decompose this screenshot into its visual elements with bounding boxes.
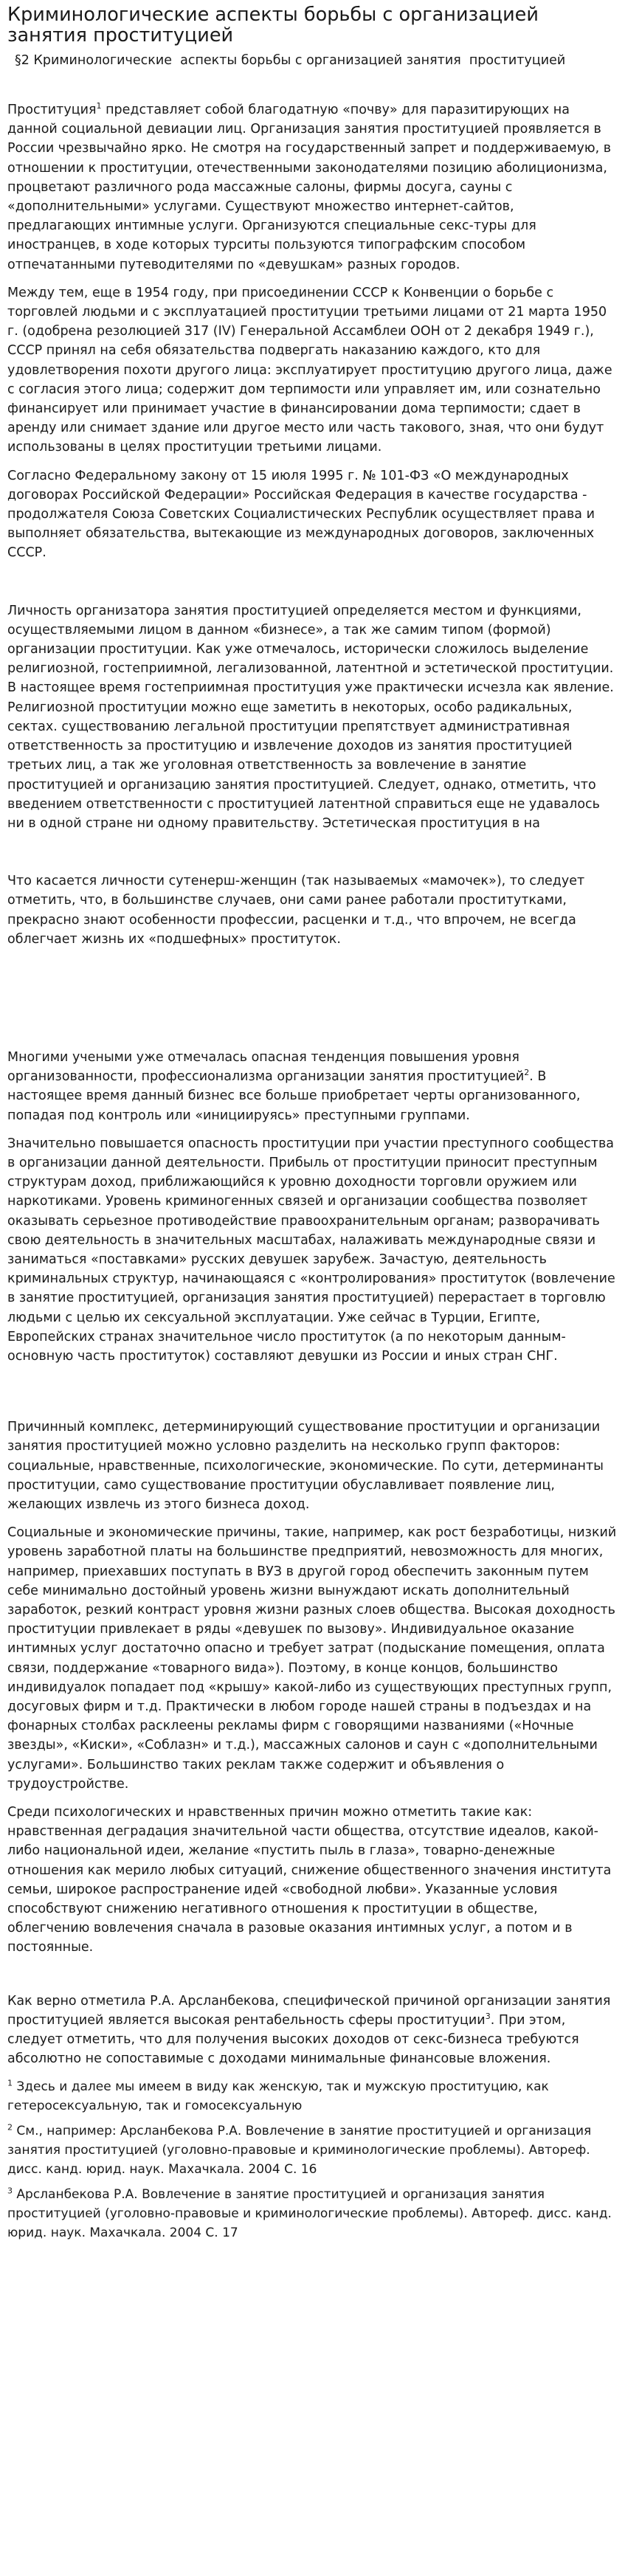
spacer (7, 1375, 618, 1418)
footnote-ref-1[interactable]: 1 (96, 101, 102, 111)
paragraph-8: Причинный комплекс, детерминирующий существование проституции и организации занятия проституцией можно условно разделить на несколько групп факторов: социальные, нравственные, психологические, экономические. По сути, детерминанты проституции, само существование проституции обуславливает появление лиц, желающих извлечь из этого бизнеса доход. (7, 1420, 604, 1512)
footnote-ref-3[interactable]: 3 (485, 2012, 491, 2022)
paragraph-7: Значительно повышается опасность проституции при участии преступного сообщества в организации данной деятельности. Прибыль от проституции приносит преступным структурам доход, приближающийся к уровню доходности торговли оружием или наркотиками. Уровень криминогенных связей и организации сообщества позволяет оказывать серьезное противодействие правоохранительным органам; разворачивать свою деятельность в значительных масштабах, налаживать международные связи и заниматься «поставками» русских девушек зарубеж. Зачастую, деятельность криминальных структур, начинающаяся с «контролирования» проституток (вовлечение в занятие проституцией, организация занятия проституцией) перерастает в торговлю людьми с целью их сексуальной эксплуатации. Уже сейчас в Турции, Египте, Европейских странах значительное число проституток (а по некоторым данным- основную часть проституток) составляют девушки из России и иных стран СНГ. (7, 1136, 615, 1364)
spacer (7, 572, 618, 601)
paragraph-4: Личность организатора занятия проституцией определяется местом и функциями, осуществляемыми лицом в данном «бизнесе», а так же самим типом (формой) организации проституции. Как уже отмечалось, исторически сложилось выделение религиозной, гостеприимной, легализованной, латентной и эстетической проституции. В настоящее время гостеприимная проституция уже практически исчезла как явление. Религиозной проституции можно еще заметить в некоторых, особо радикальных, сектах. существованию легальной проституции препятствует административная ответственность за проституцию и извлечение доходов из занятия проституцией третьих лиц, а так же уголовная ответственность за вовлечение в занятие проституцией и организацию занятия проституцией. Следует, однако, отметить, что введением ответственности с проституцией латентной справиться еще не удавалось ни в одной стране ни одному правительству. Эстетическая проституция в на (7, 603, 614, 831)
footnote-1: $^1$ Здесь и далее мы имеем в виду как женскую, так и мужскую проституцию, как гетеросексуальную, так и гомосексуальную (7, 2078, 549, 2114)
paragraph-5: Что касается личности сутенерш-женщин (так называемых «мамочек»), то следует отметить, что, в большинстве случаев, они сами ранее работали проститутками, прекрасно знают особенности профессии, расценки и т.д., что впрочем, не всегда облегчает жизнь их «подшефных» проституток. (7, 874, 585, 947)
paragraph-2: Между тем, еще в 1954 году, при присоединении СССР к Конвенции о борьбе с торговлей людьми и с эксплуатацией проституции третьими лицами от 21 марта 1950 г. (одобрена резолюцией 317 (IV) Генеральной Ассамблеи ООН от 2 декабря 1949 г.), СССР принял на себя обязательства подвергать наказанию каждого, кто для удовлетворения похоти другого лица: эксплуатирует проституцию другого лица, даже с согласия этого лица; содержит дом терпимости или управляет им, или сознательно финансирует или принимает участие в финансировании дома терпимости; сдает в аренду или снимает здание или другое место или часть такового, зная, что они будут использованы в целях проституции третьими лицами. (7, 285, 612, 455)
paragraph-6: Многими учеными уже отмечалась опасная тенденция повышения уровня организованности, профессионализма организации занятия проституцией$^2$. В настоящее время данный бизнес все больше приобретает черты организованного, попадая под контроль или «инициируясь» преступными группами. (7, 1049, 581, 1123)
article-page (0, 4, 625, 2242)
section-subtitle: §2 Криминологические аспекты борьбы с организацией занятия проституцией (15, 53, 566, 68)
paragraph-11: Как верно отметила Р.А. Арсланбекова, специфической причиной организации занятия проституцией является высокая рентабельность сферы проституции$^3$. При этом, следует отметить, что для получения высоких доходов от секс-бизнеса требуются абсолютно не сопоставимые с доходами минимальные финансовые вложения. (7, 1993, 611, 2067)
article-title: Криминологические аспекты борьбы с организацией занятия проституцией (7, 4, 539, 46)
spacer (7, 1966, 618, 1992)
footnote-ref-2[interactable]: 2 (524, 1068, 530, 1078)
spacer (7, 842, 618, 871)
paragraph-1: Проституция$^1$ представляет собой благодатную «почву» для паразитирующих на данной социальной девиации лиц. Организация занятия проституцией проявляется в России чрезвычайно ярко. Не смотря на государственный запрет и поддерживаемую, в отношении к проституции, отечественными законодателями позицию аболиционизма, процветают различного рода массажные салоны, фирмы досуга, сауны с «дополнительными» услугами. Существуют множество интернет-сайтов, предлагающих интимные услуги. Организуются специальные секс-туры для иностранцев, в ходе которых турситы пользуются типографским способом отпечатанными путеводителями по «девушкам» разных городов. (7, 101, 612, 272)
paragraph-9: Социальные и экономические причины, такие, например, как рост безработицы, низкий уровень заработной платы на большинстве предприятий, невозможность для многих, например, приехавших поступать в ВУЗ в другой город обеспечить законным путем себе минимально достойный уровень жизни вынуждают искать дополнительный заработок, резкий контраст уровня жизни разных слоев общества. Высокая доходность проституции привлекает в ряды «девушек по вызову». Индивидуальное оказание интимных услуг достаточно опасно и требует затрат (подыскание помещения, оплата связи, поддержание «товарного вида»). Поэтому, в конце концов, большинство индивидуалок попадает под «крышу» какой-либо из существующих преступных групп, досуговых фирм и т.д. Практически в любом городе нашей страны в подъездах и на фонарных столбах расклеены рекламы фирм с говорящими названиями («Ночные звезды», «Киски», «Соблазн» и т.д.), массажных салонов и саун с «дополнительными услугами». Большинство таких реклам также содержит и объявления о трудоустройстве. (7, 1525, 617, 1792)
paragraph-3: Согласно Федеральному закону от 15 июля 1995 г. № 101-ФЗ «О международных договорах Российской Федерации» Российская Федерация в качестве государства - продолжателя Союза Советских Социалистических Республик осуществляет права и выполняет обязательства, вытекающие из международных договоров, заключенных СССР. (7, 468, 595, 561)
footnote-2: $^2$ См., например: Арсланбекова Р.А. Вовлечение в занятие проституцией и организация занятия проституцией (уголовно-правовые и криминологические проблемы). Автореф. дисс. канд. юрид. наук. Махачкала. 2004 С. 16 (7, 2122, 592, 2178)
spacer (7, 958, 618, 1048)
paragraph-10: Среди психологических и нравственных причин можно отметить такие как: нравственная деградация значительной части общества, отсутствие идеалов, какой-либо национальной идеи, желание «пустить пыль в глаза», товарно-денежные отношения как мерило любых ситуаций, снижение общественного значения института семьи, широкое распространение идей «свободной любви». Указанные условия способствуют снижению негативного отношения к проституции в обществе, облегчению вовлечения сначала в разовые оказания интимных услуг, а потом и в постоянные. (7, 1805, 612, 1955)
footnote-3: $^3$ Арсланбекова Р.А. Вовлечение в занятие проституцией и организация занятия проституцией (уголовно-правовые и криминологические проблемы). Автореф. дисс. канд. юрид. наук. Махачкала. 2004 С. 17 (7, 2186, 612, 2241)
